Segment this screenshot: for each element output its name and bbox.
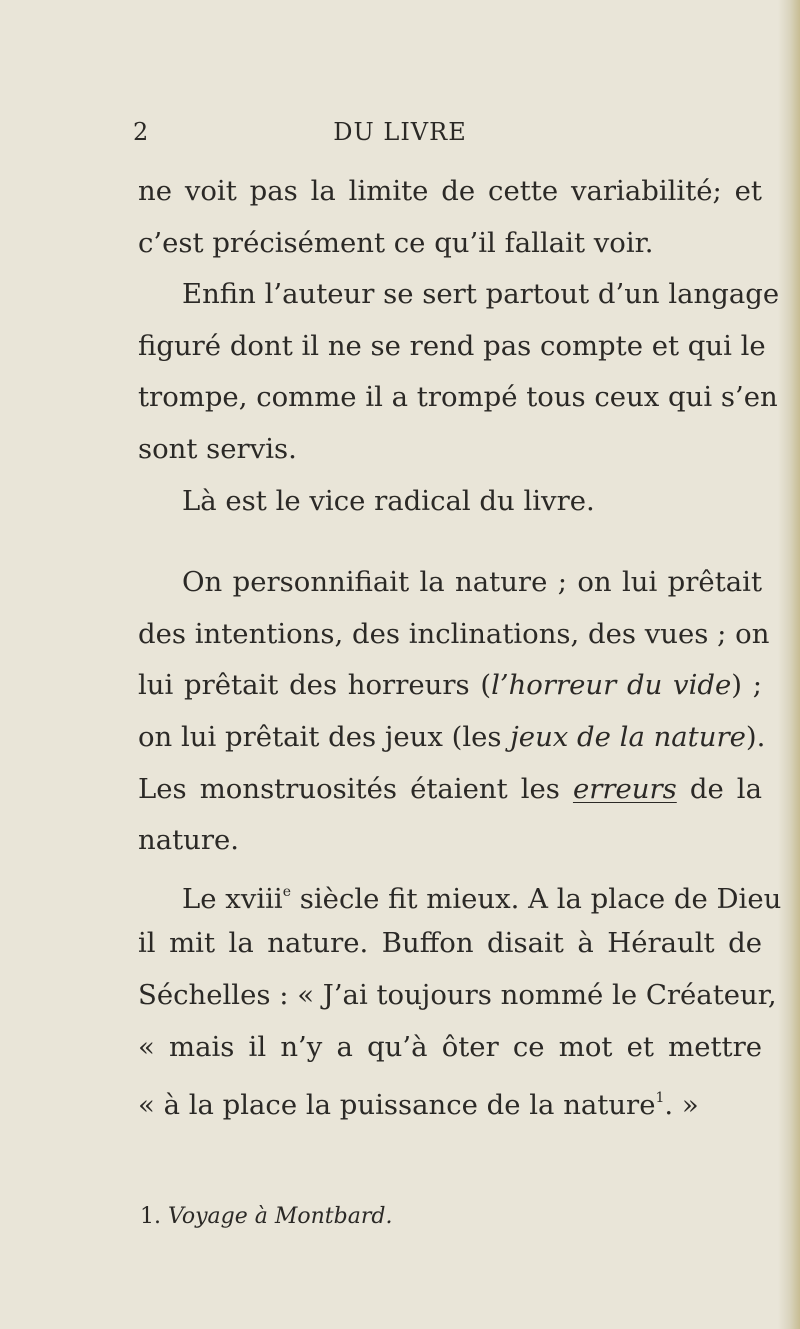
footnote-text: Voyage à Montbard. — [168, 1204, 393, 1229]
italic-phrase: jeux de la nature — [510, 720, 746, 753]
text-run: Le xviii — [182, 882, 283, 915]
italic-phrase: l’horreur du vide — [491, 669, 732, 702]
text-line — [138, 764, 762, 816]
text-run: de la — [676, 772, 762, 805]
text-line: On personnifiait la nature ; on lui prêtait — [182, 566, 762, 599]
text-line: c’est précisément ce qu’il fallait voir. — [138, 226, 654, 259]
page-number: 2 — [133, 118, 150, 146]
text-line — [138, 660, 762, 712]
footnote-number: 1. — [140, 1204, 161, 1229]
text-run: siècle fit mieux. A la place de Dieu — [291, 882, 782, 915]
footnote — [140, 1202, 740, 1232]
text-line: figuré dont il ne se rend pas compte et qui le — [138, 329, 766, 362]
text-line: des intentions, des inclinations, des vues ; on — [138, 617, 770, 650]
text-line — [138, 1073, 762, 1125]
body-text — [138, 166, 782, 1125]
text-run: on lui prêtait des jeux (les — [138, 720, 511, 753]
italic-phrase: erreurs — [572, 772, 677, 805]
footnote-marker: 1 — [655, 1090, 665, 1107]
text-line: il mit la nature. Buffon disait à Hérault de — [138, 927, 762, 960]
text-run: « à la place la puissance de la nature — [138, 1089, 656, 1122]
running-title: DU LIVRE — [333, 118, 467, 146]
text-line: Là est le vice radical du livre. — [182, 484, 595, 517]
text-run: Les monstruosités étaient les — [138, 772, 573, 805]
page-edge-shadow — [778, 0, 800, 1329]
text-line — [138, 712, 766, 764]
text-line: trompe, comme il a trompé tous ceux qui s’en — [138, 381, 778, 414]
text-run: lui prêtait des horreurs ( — [138, 669, 492, 702]
text-line: sont servis. — [138, 432, 297, 465]
text-run: ). — [745, 720, 766, 753]
text-line: ne voit pas la limite de cette variabilité; et — [138, 175, 762, 207]
text-line: nature. — [138, 824, 240, 857]
text-line — [138, 867, 782, 919]
text-run: . » — [664, 1089, 699, 1122]
text-line: Enfin l’auteur se sert partout d’un langage — [182, 278, 780, 311]
section-gap — [138, 527, 762, 557]
superscript: e — [282, 883, 292, 900]
page-header — [0, 118, 800, 154]
text-line: Séchelles : « J’ai toujours nommé le Créateur, — [138, 978, 777, 1011]
text-line: « mais il n’y a qu’à ôter ce mot et mettre — [138, 1030, 762, 1063]
text-run: ) ; — [731, 669, 763, 702]
